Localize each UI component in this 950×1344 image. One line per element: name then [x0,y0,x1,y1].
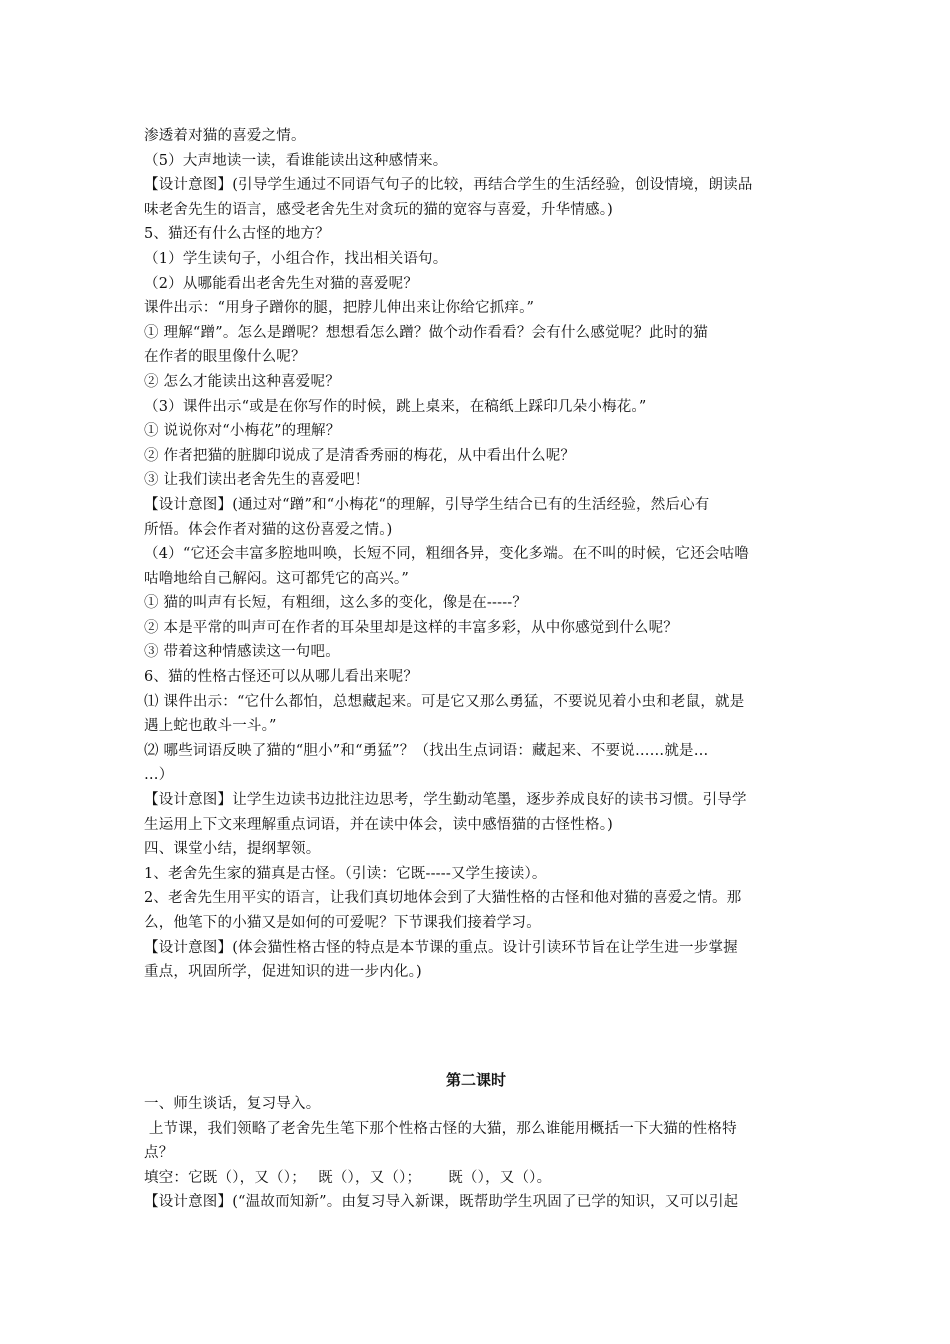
text-line: 填空：它既（），又（）； 既（），又（）； 既（），又（）。 [144,1169,552,1186]
text-line: 【设计意图】让学生边读书边批注边思考，学生勤动笔墨，逐步养成良好的读书习惯。引导学 [144,792,747,809]
lesson-two-body [144,1092,808,1215]
text-line: （5）大声地读一读，看谁能读出这种感情来。 [144,152,448,169]
lesson-two-heading: 第二课时 [445,1071,506,1089]
text-line: 6、猫的性格古怪还可以从哪儿看出来呢？ [144,669,419,686]
text-line: 味老舍先生的语言，感受老舍先生对贪玩的猫的宽容与喜爱，升华情感。) [144,201,614,218]
text-line: 咕噜地给自己解闷。这可都凭它的高兴。” [144,570,409,587]
text-line: 么，他笔下的小猫又是如何的可爱呢？下节课我们接着学习。 [144,915,541,931]
text-line: 渗透着对猫的喜爱之情。 [144,128,306,144]
text-line: （3）课件出示“或是在你写作的时候，跳上桌来，在稿纸上踩印几朵小梅花。” [144,398,647,415]
text-line: 四、课堂小结，提纲挈领。 [144,841,321,858]
text-line: 遇上蛇也敢斗一斗。” [144,718,277,735]
text-line: 【设计意图】(“温故而知新”。由复习导入新课，既帮助学生巩固了已学的知识，又可以引起 [144,1194,739,1211]
text-line: …） [144,767,174,784]
text-line: ③ 让我们读出老舍先生的喜爱吧！ [144,472,370,489]
text-line: 课件出示：“用身子蹭你的腿，把脖儿伸出来让你给它抓痒。” [144,300,535,317]
text-line: 生运用上下文来理解重点词语，并在读中体会，读中感悟猫的古怪性格。) [144,816,614,833]
text-line: ③ 带着这种情感读这一句吧。 [144,644,340,661]
text-line: ② 本是平常的叫声可在作者的耳朵里却是这样的丰富多彩，从中你感觉到什么呢？ [144,619,679,636]
text-line: 1、老舍先生家的猫真是古怪。（引读：它既-----又学生接读）。 [144,865,547,882]
text-line: ⑴ 课件出示：“它什么都怕，总想藏起来。可是它又那么勇猛，不要说见着小虫和老鼠，就是 [144,693,745,710]
text-line: 所悟。体会作者对猫的这份喜爱之情。) [144,521,393,538]
text-line: 【设计意图】(体会猫性格古怪的特点是本节课的重点。设计引读环节旨在让学生进一步掌握 [144,939,738,956]
text-line: ① 理解“蹭”。怎么是蹭呢？想想看怎么蹭？做个动作看看？会有什么感觉呢？此时的猫 [144,324,708,341]
text-line: ② 怎么才能读出这种喜爱呢？ [144,373,340,390]
text-line: （2）从哪能看出老舍先生对猫的喜爱呢？ [144,275,419,292]
text-line: 【设计意图】(引导学生通过不同语气句子的比较，再结合学生的生活经验，创设情境，朗读品 [144,177,753,194]
text-line: ② 作者把猫的脏脚印说成了是清香秀丽的梅花，从中看出什么呢？ [144,447,576,464]
text-line: （4）“它还会丰富多腔地叫唤，长短不同，粗细各异，变化多端。在不叫的时候，它还会咕噜 [144,546,750,563]
text-line: 2、老舍先生用平实的语言，让我们真切地体会到了大猫性格的古怪和他对猫的喜爱之情。那 [144,890,742,907]
text-line: 上节课，我们领略了老舍先生笔下那个性格古怪的大猫，那么谁能用概括一下大猫的性格特 [144,1120,737,1137]
text-line: 重点，巩固所学，促进知识的进一步内化。) [144,964,422,981]
text-line: ① 说说你对“小梅花”的理解？ [144,423,341,440]
text-line: 点？ [144,1145,174,1162]
lesson-one-body [144,124,808,985]
text-line: 【设计意图】(通过对“蹭”和“小梅花“的理解，引导学生结合已有的生活经验，然后心有 [144,496,710,513]
text-line: 在作者的眼里像什么呢？ [144,349,306,366]
text-line: 5、猫还有什么古怪的地方？ [144,226,330,243]
text-line: （1）学生读句子，小组合作，找出相关语句。 [144,250,448,267]
text-line: 一、师生谈话，复习导入。 [144,1096,321,1112]
text-line: ① 猫的叫声有长短，有粗细，这么多的变化，像是在-----？ [144,595,528,612]
text-line: ⑵ 哪些词语反映了猫的“胆小”和“勇猛”？（找出生点词语：藏起来、不要说……就是… [144,742,709,759]
